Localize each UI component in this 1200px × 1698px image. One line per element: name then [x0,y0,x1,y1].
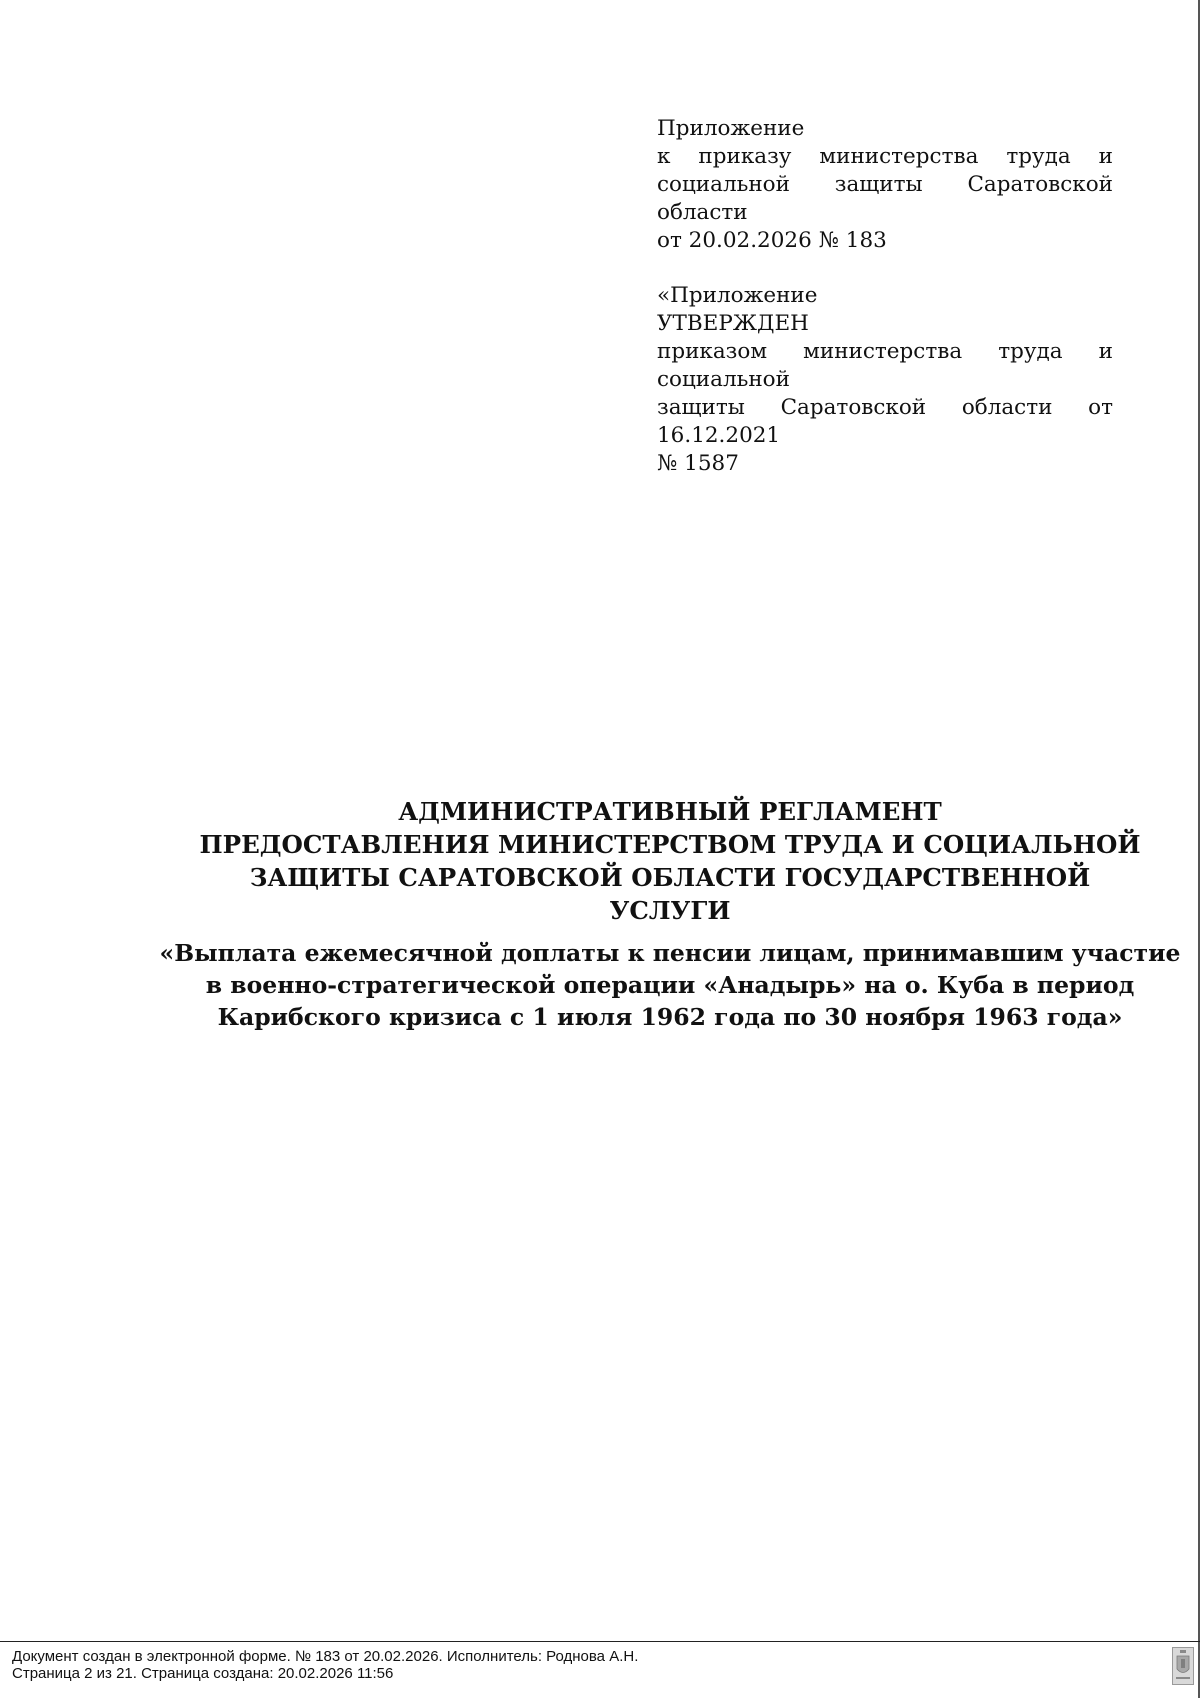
footer-line-2: Страница 2 из 21. Страница создана: 20.02.2026 11:56 [12,1665,394,1682]
document-title-block [150,795,1190,1033]
approval-order-line-2: защиты Саратовской области от 16.12.2021 [657,395,1113,448]
title-line-4: УСЛУГИ [609,896,731,925]
approved-label: УТВЕРЖДЕН [657,311,809,336]
service-name-line-1: «Выплата ежемесячной доплаты к пенсии лицам, принимавшим участие [159,939,1181,967]
appendix-header [657,115,1113,478]
quoted-appendix-label: «Приложение [657,283,818,308]
service-name-line-2: в военно-стратегической операции «Анадырь» на о. Куба в период [205,971,1135,999]
title-line-1: АДМИНИСТРАТИВНЫЙ РЕГЛАМЕНТ [398,797,942,826]
ministry-line: социальной защиты Саратовской области [657,172,1113,225]
document-title [150,795,1190,927]
appendix-label: Приложение [657,116,805,141]
footer-divider [0,1641,1200,1642]
title-line-2: ПРЕДОСТАВЛЕНИЯ МИНИСТЕРСТВОМ ТРУДА И СОЦИАЛЬНОЙ [199,830,1141,859]
document-footer [12,1648,638,1682]
coat-of-arms-icon [1172,1647,1194,1685]
service-name [150,937,1190,1033]
order-date-line: от 20.02.2026 № 183 [657,228,887,253]
service-name-line-3: Карибского кризиса с 1 июля 1962 года по 30 ноября 1963 года» [217,1003,1123,1031]
footer-line-1: Документ создан в электронной форме. № 183 от 20.02.2026. Исполнитель: Роднова А.Н. [12,1648,639,1665]
to-order-line: к приказу министерства труда и [657,144,1113,169]
approval-order-line-1: приказом министерства труда и социальной [657,339,1113,392]
title-line-3: ЗАЩИТЫ САРАТОВСКОЙ ОБЛАСТИ ГОСУДАРСТВЕННОЙ [249,863,1091,892]
approval-order-line-3: № 1587 [657,451,739,476]
